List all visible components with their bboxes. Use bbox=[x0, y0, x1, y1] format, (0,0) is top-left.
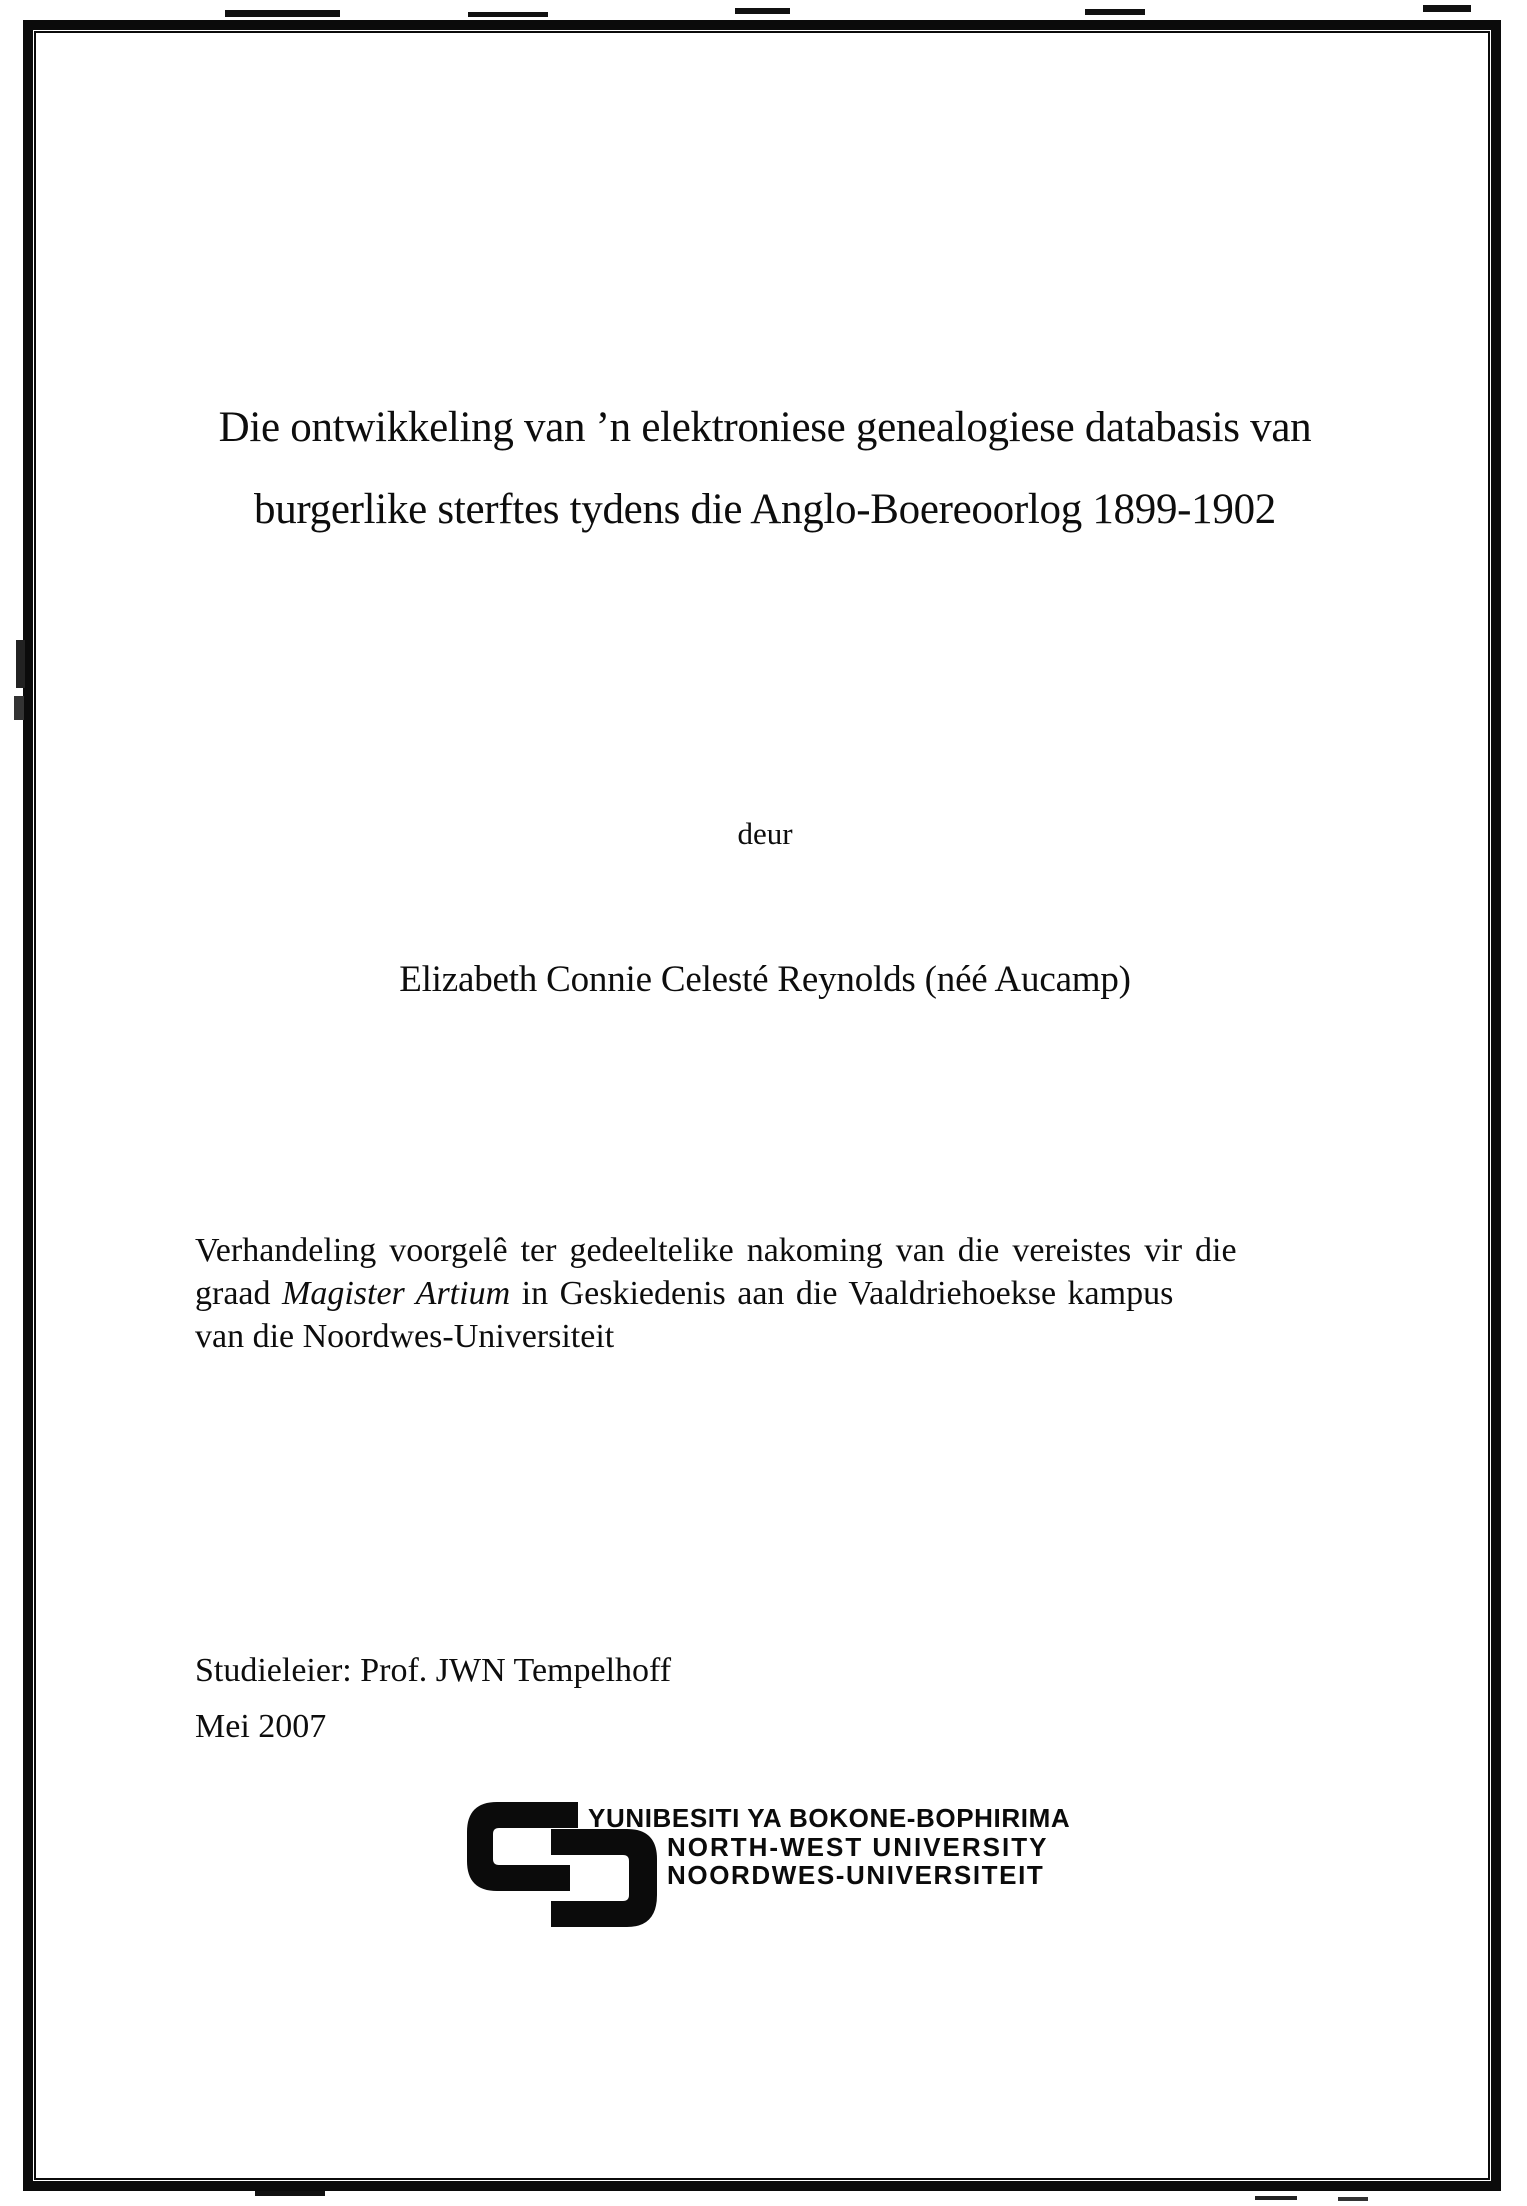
statement-line-1: Verhandeling voorgelê ter gedeeltelike nakoming van die vereistes vir die bbox=[195, 1232, 1237, 1269]
supervisor-line: Studieleier: Prof. JWN Tempelhoff bbox=[195, 1652, 672, 1689]
scan-artifact bbox=[16, 640, 25, 688]
thesis-title bbox=[165, 403, 1365, 534]
logo-text-line-2: NORTH-WEST UNIVERSITY bbox=[667, 1832, 1049, 1862]
scan-artifact bbox=[14, 696, 24, 720]
statement-line-2-degree: Magister Artium bbox=[282, 1275, 511, 1312]
date-line: Mei 2007 bbox=[195, 1708, 327, 1745]
byline: deur bbox=[737, 816, 793, 851]
scan-artifact bbox=[468, 12, 548, 17]
scan-artifact bbox=[735, 8, 790, 14]
title-line-1: Die ontwikkeling van ’n elektroniese genealogiese databasis van bbox=[218, 404, 1312, 451]
scan-artifact bbox=[225, 10, 340, 17]
scan-artifact bbox=[1423, 5, 1471, 12]
scan-artifact bbox=[1338, 2197, 1368, 2201]
title-line-2: burgerlike sterftes tydens die Anglo-Boereoorlog 1899-1902 bbox=[254, 486, 1276, 533]
author-name: Elizabeth Connie Celesté Reynolds (néé Aucamp) bbox=[399, 959, 1131, 1000]
scan-artifact bbox=[1255, 2196, 1297, 2200]
statement-line-3: van die Noordwes-Universiteit bbox=[195, 1318, 615, 1355]
scan-artifact bbox=[255, 2191, 325, 2196]
degree-statement bbox=[195, 1229, 1345, 1358]
statement-line-2-pre: graad bbox=[195, 1275, 283, 1312]
statement-line-2-post: in Geskiedenis aan die Vaaldriehoekse kampus bbox=[510, 1275, 1174, 1312]
logo-text-line-3: NOORDWES-UNIVERSITEIT bbox=[667, 1860, 1045, 1890]
logo-text-line-1: YUNIBESITI YA BOKONE-BOPHIRIMA bbox=[588, 1803, 1071, 1833]
statement-line-2 bbox=[195, 1272, 1345, 1315]
scan-artifact bbox=[1085, 9, 1145, 15]
